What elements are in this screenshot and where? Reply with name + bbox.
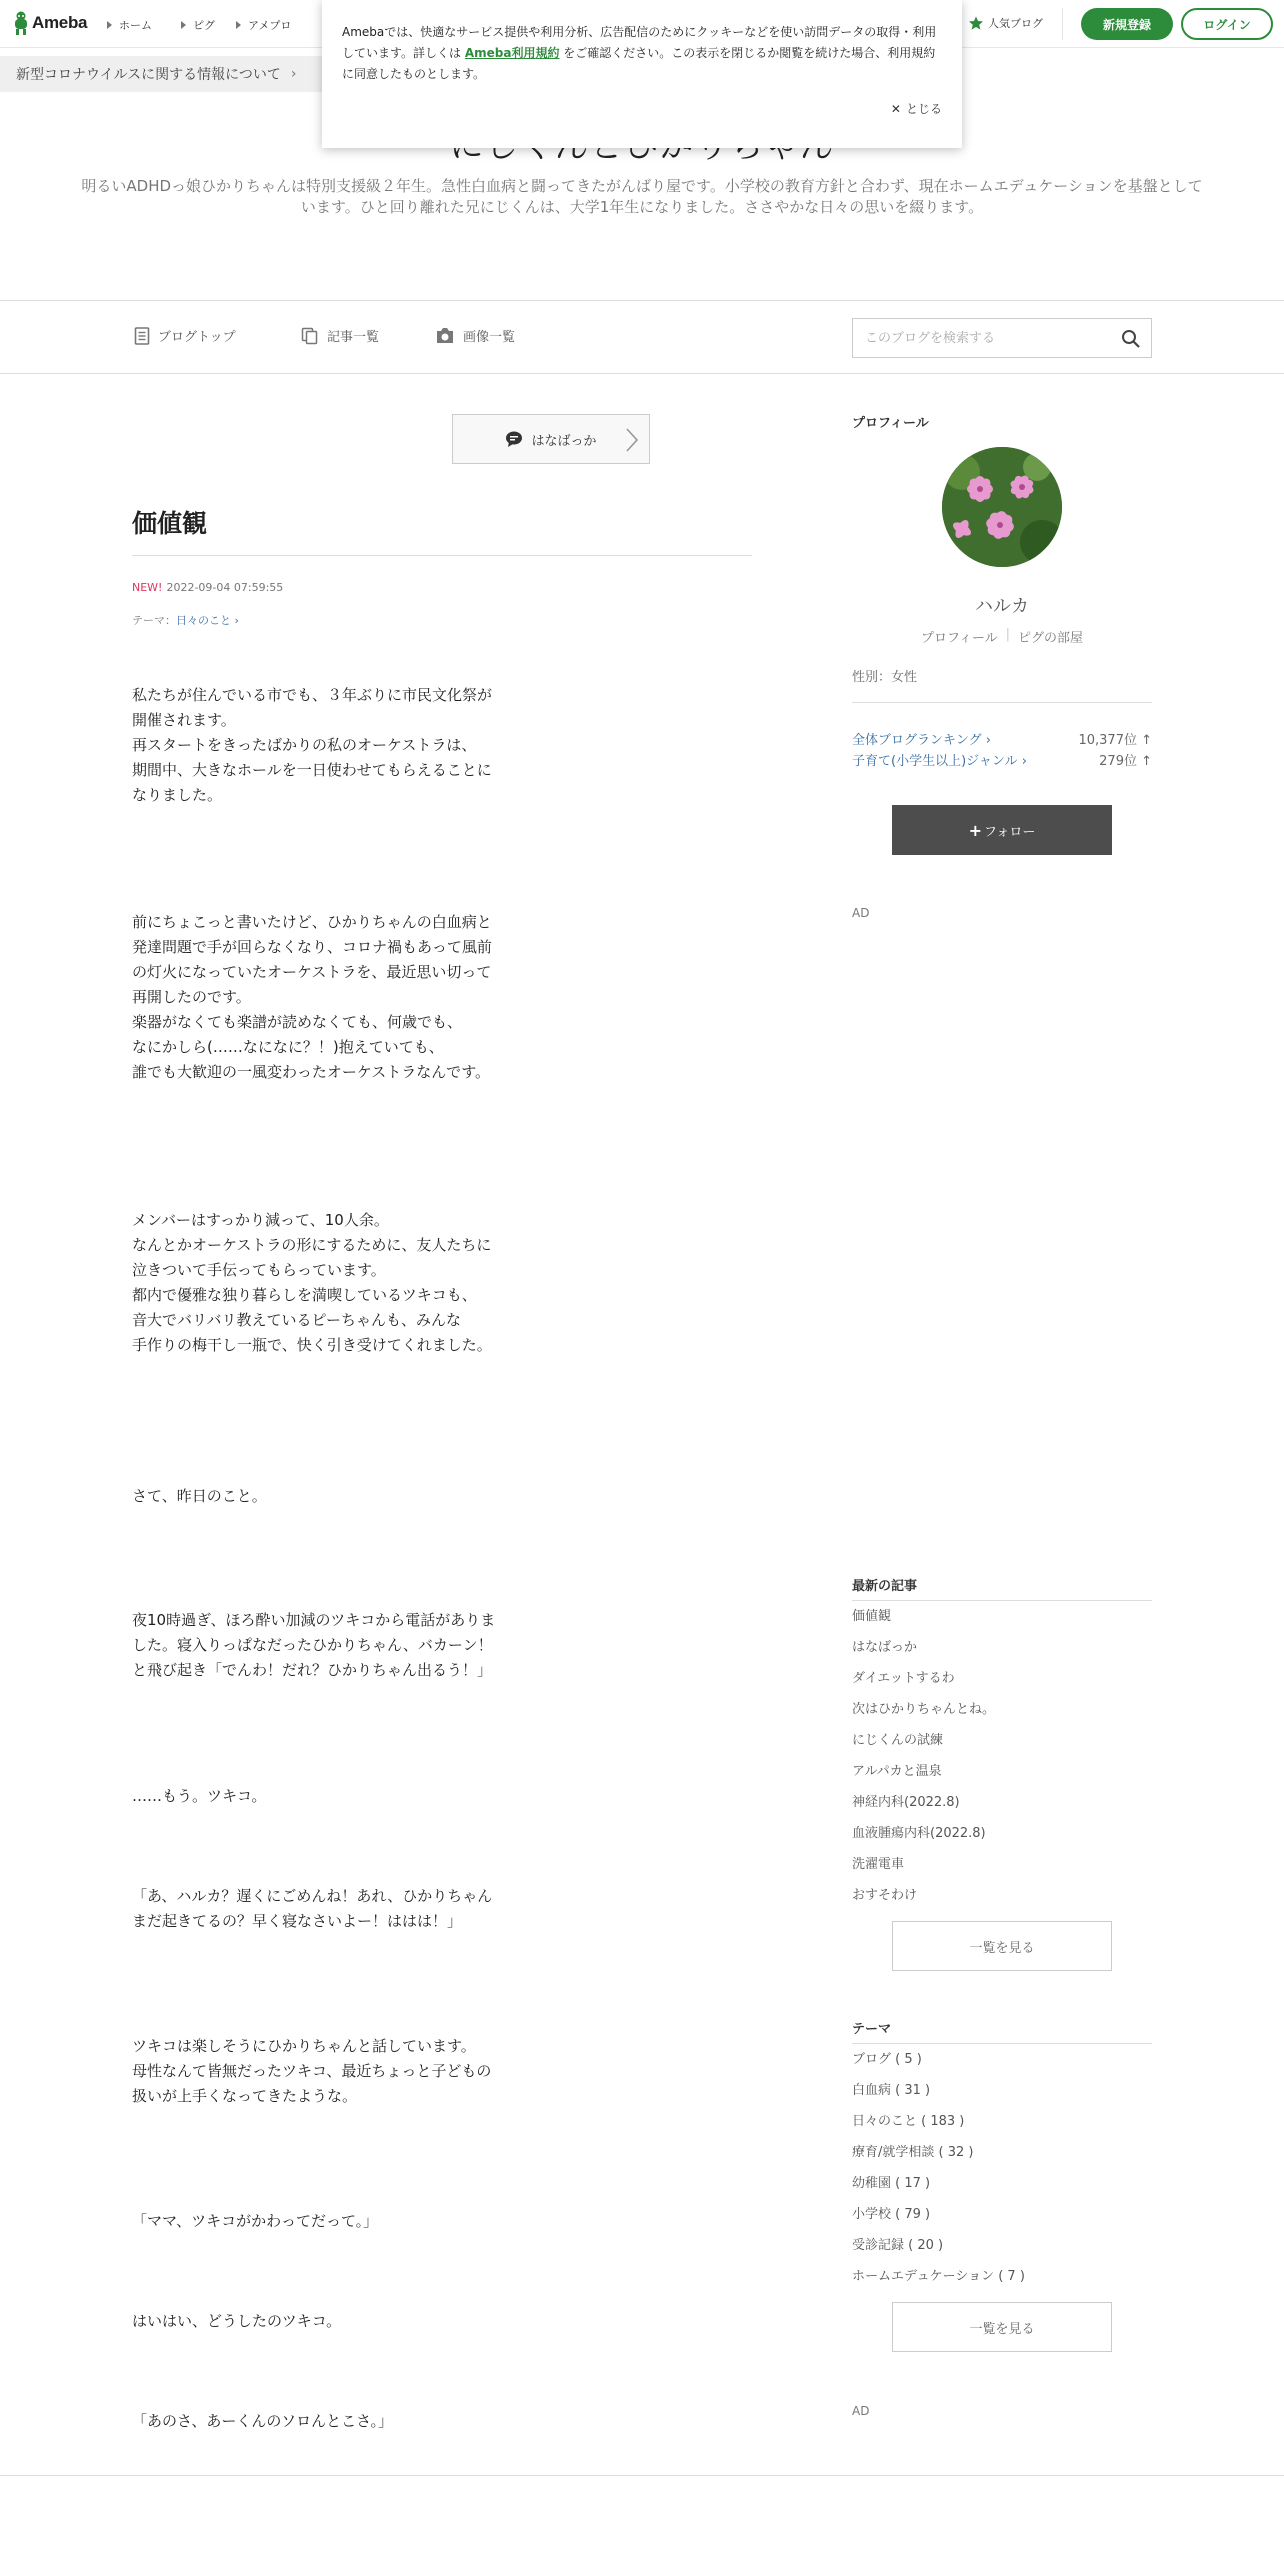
cookie-close-label: とじる — [905, 102, 942, 116]
star-icon — [968, 15, 984, 31]
entry-theme-label: テーマ： — [132, 614, 176, 627]
search-input[interactable] — [853, 319, 1103, 357]
genre-ranking-label: 子育て(小学生以上)ジャンル — [852, 754, 1018, 769]
flower-photo — [942, 447, 1062, 567]
new-badge: NEW! — [132, 581, 163, 594]
entry-date: 2022-09-04 07:59:55 — [166, 581, 284, 594]
genre-ranking-value: 279位 ↑ — [1099, 754, 1152, 769]
blog-top-link[interactable] — [134, 326, 236, 345]
theme-list — [852, 2051, 1152, 2299]
nav-home-label: ホーム — [119, 19, 152, 32]
nav-amepro-label: アメプロ — [248, 19, 292, 32]
entry-theme-name: 日々のこと — [176, 614, 231, 627]
camera-icon — [435, 327, 455, 344]
theme-more-button[interactable]: 一覧を見る — [892, 2302, 1112, 2352]
logo-text: Ameba — [32, 13, 88, 32]
chevron-right-icon — [625, 427, 639, 453]
entry-paragraph: メンバーはすっかり減って、10人余。 なんとかオーケストラの形にするために、友人たちに 泣きついて手伝ってもらっています。 都内で優雅な独り暮らしを満喫しているツキコも、 音大でバリバリ教えているピーちゃんも、みんな 手作りの梅干し一瓶で、快く引き受けてくれました。 — [132, 1211, 492, 1354]
recent-entry-item[interactable]: 洗濯電車 — [852, 1857, 905, 1872]
login-button[interactable]: ログイン — [1181, 8, 1273, 40]
cookie-text-after: をご確認ください。この表示を閉じるか閲覧を続けた場合、利用規約に同意したものとします。 — [342, 46, 936, 81]
nav-pigg-label: ピグ — [193, 19, 215, 32]
entry-paragraph: 「ママ、ツキコがかわってだって。」 — [132, 2212, 379, 2230]
follow-label: フォロー — [984, 824, 1036, 840]
nav-home[interactable] — [107, 17, 152, 33]
nav-popular-blogs[interactable] — [968, 15, 1043, 31]
avatar[interactable] — [942, 447, 1062, 567]
entry-list-label: 記事一覧 — [327, 330, 380, 345]
ameba-mascot-icon — [12, 10, 30, 36]
theme-item[interactable]: ホームエデュケーション ( 7 ) — [852, 2269, 1025, 2284]
image-list-link[interactable] — [435, 326, 515, 345]
recent-entry-item[interactable]: 価値観 — [852, 1609, 892, 1624]
entry-paragraph: 私たちが住んでいる市でも、３年ぶりに市民文化祭が 開催されます。 再スタートをきったばかりの私のオーケストラは、 期間中、大きなホールを一日使わせてもらえることに なりました。 — [132, 686, 493, 804]
theme-item[interactable]: 幼稚園 ( 17 ) — [852, 2176, 931, 2191]
blog-search-box — [852, 318, 1152, 358]
recent-entries-heading: 最新の記事 — [852, 1579, 918, 1594]
triangle-icon — [107, 21, 112, 29]
search-button[interactable] — [1121, 329, 1141, 353]
recent-entry-item[interactable]: 血液腫瘍内科(2022.8) — [852, 1826, 986, 1841]
blog-top-label: ブログトップ — [158, 330, 236, 345]
pigg-room-link[interactable]: ピグの部屋 — [1018, 631, 1084, 646]
ad-label: AD — [852, 906, 870, 920]
entry-paragraph: 「あのさ、あーくんのソロんとこさ。」 — [132, 2412, 394, 2430]
overall-ranking-link[interactable]: 全体ブログランキング › — [852, 733, 991, 748]
theme-item[interactable]: 白血病 ( 31 ) — [852, 2083, 931, 2098]
divider — [852, 702, 1152, 703]
theme-heading: テーマ — [852, 2022, 892, 2037]
divider — [0, 2475, 1284, 2476]
ranking-row — [852, 750, 1152, 769]
nav-pigg[interactable] — [181, 17, 215, 33]
recent-entries-list — [852, 1608, 1152, 1918]
overall-ranking-label: 全体ブログランキング — [852, 733, 982, 748]
ameba-logo[interactable] — [12, 10, 87, 36]
entry-theme-link[interactable]: 日々のこと › — [176, 614, 239, 627]
profile-heading: プロフィール — [852, 416, 929, 431]
profile-links — [852, 627, 1152, 646]
theme-item[interactable]: 療育/就学相談 ( 32 ) — [852, 2145, 974, 2160]
triangle-icon — [181, 21, 186, 29]
divider — [1062, 8, 1063, 40]
previous-entry-button[interactable] — [452, 414, 650, 464]
recent-entry-item[interactable]: アルパカと温泉 — [852, 1764, 942, 1779]
separator: | — [1005, 627, 1011, 642]
ad-label: AD — [852, 2404, 870, 2418]
triangle-icon — [236, 21, 241, 29]
profile-name[interactable]: ハルカ — [975, 596, 1029, 617]
document-icon — [134, 327, 150, 345]
recent-entry-item[interactable]: おすそわけ — [852, 1888, 918, 1903]
recent-entry-item[interactable]: 次はひかりちゃんとね。 — [852, 1702, 996, 1717]
nav-popular-label: 人気ブログ — [988, 17, 1043, 30]
profile-link[interactable]: プロフィール — [920, 631, 998, 646]
corona-info-banner[interactable] — [0, 56, 330, 92]
theme-item[interactable]: ブログ ( 5 ) — [852, 2052, 922, 2067]
image-list-label: 画像一覧 — [463, 330, 516, 345]
cookie-close-button[interactable] — [891, 100, 942, 117]
previous-entry-title: はなばっか — [531, 433, 597, 449]
entry-paragraph: ツキコは楽しそうにひかりちゃんと話しています。 母性なんて皆無だったツキコ、最近ちょっと子どもの 扱いが上手くなってきたような。 — [132, 2037, 492, 2105]
register-button[interactable]: 新規登録 — [1081, 8, 1173, 40]
search-icon — [1121, 329, 1141, 349]
theme-item[interactable]: 日々のこと ( 183 ) — [852, 2114, 965, 2129]
overall-ranking-value: 10,377位 ↑ — [1078, 733, 1152, 748]
terms-link[interactable]: Ameba利用規約 — [464, 46, 560, 60]
entry-paragraph: さて、昨日のこと。 — [132, 1487, 267, 1505]
theme-item[interactable]: 受診記録 ( 20 ) — [852, 2238, 944, 2253]
divider — [852, 1600, 1152, 1601]
recent-entry-item[interactable]: ダイエットするわ — [852, 1671, 955, 1686]
genre-ranking-link[interactable]: 子育て(小学生以上)ジャンル › — [852, 754, 1027, 769]
follow-button[interactable] — [892, 805, 1112, 855]
recent-entry-item[interactable]: にじくんの試練 — [852, 1733, 944, 1748]
entry-paragraph: 「あ、ハルカ？遅くにごめんね！あれ、ひかりちゃん まだ起きてるの？早く寝なさいよー！ははは！」 — [132, 1887, 493, 1930]
cookie-consent-dialog — [322, 0, 962, 148]
recent-more-button[interactable]: 一覧を見る — [892, 1921, 1112, 1971]
blog-navigation — [0, 300, 1284, 374]
recent-entry-item[interactable]: はなばっか — [852, 1640, 918, 1655]
theme-item[interactable]: 小学校 ( 79 ) — [852, 2207, 931, 2222]
blog-description: 明るいADHDっ娘ひかりちゃんは特別支援級２年生。急性白血病と闘ってきたがんばり屋です。小学校の教育方針と合わず、現在ホームエデュケーションを基盤としています。ひと回り離れた兄にじくんは、大学1年生になりました。ささやかな日々の思いを綴ります。 — [81, 177, 1203, 216]
cookie-text — [342, 22, 942, 85]
corona-info-label: 新型コロナウイルスに関する情報について — [16, 67, 281, 83]
entry-paragraph: 夜10時過ぎ、ほろ酔い加減のツキコから電話がありま した。寝入りっぱなだったひかりちゃん、バカーン！ と飛び起き「でんわ！だれ？ひかりちゃん出るう！」 — [132, 1611, 496, 1679]
ranking-row — [852, 729, 1152, 748]
cookie-text-before: Amebaでは、快適なサービス提供や利用分析、広告配信のためにクッキーなどを使い訪問データの取得・利用しています。詳しくは — [342, 25, 937, 60]
divider — [132, 555, 752, 556]
entry-paragraph: ……もう。ツキコ。 — [132, 1787, 267, 1805]
nav-amepro[interactable] — [236, 17, 291, 33]
close-icon: ✕ — [890, 101, 901, 116]
entry-meta — [132, 581, 283, 594]
entry-paragraph: はいはい、どうしたのツキコ。 — [132, 2312, 342, 2330]
entry-title: 価値観 — [132, 509, 208, 538]
chat-bubble-icon — [505, 431, 523, 447]
copy-pages-icon — [301, 327, 319, 345]
entry-paragraph: 前にちょこっと書いたけど、ひかりちゃんの白血病と 発達問題で手が回らなくなり、コロナ禍もあって風前 の灯火になっていたオーケストラを、最近思い切って 再開したのです。 楽器がなくても楽譜が読めなくても、何歳でも、 なにかしら(……なになに？！)抱えていても、 誰でも大歓迎の一風変わったオーケストラなんです。 — [132, 913, 492, 1081]
entry-list-link[interactable] — [301, 326, 379, 345]
recent-entry-item[interactable]: 神経内科(2022.8) — [852, 1795, 960, 1810]
entry-theme — [132, 612, 239, 628]
chevron-right-icon: › — [290, 66, 297, 82]
profile-gender: 性別：女性 — [852, 670, 918, 685]
divider — [852, 2043, 1152, 2044]
plus-icon: + — [968, 820, 983, 840]
